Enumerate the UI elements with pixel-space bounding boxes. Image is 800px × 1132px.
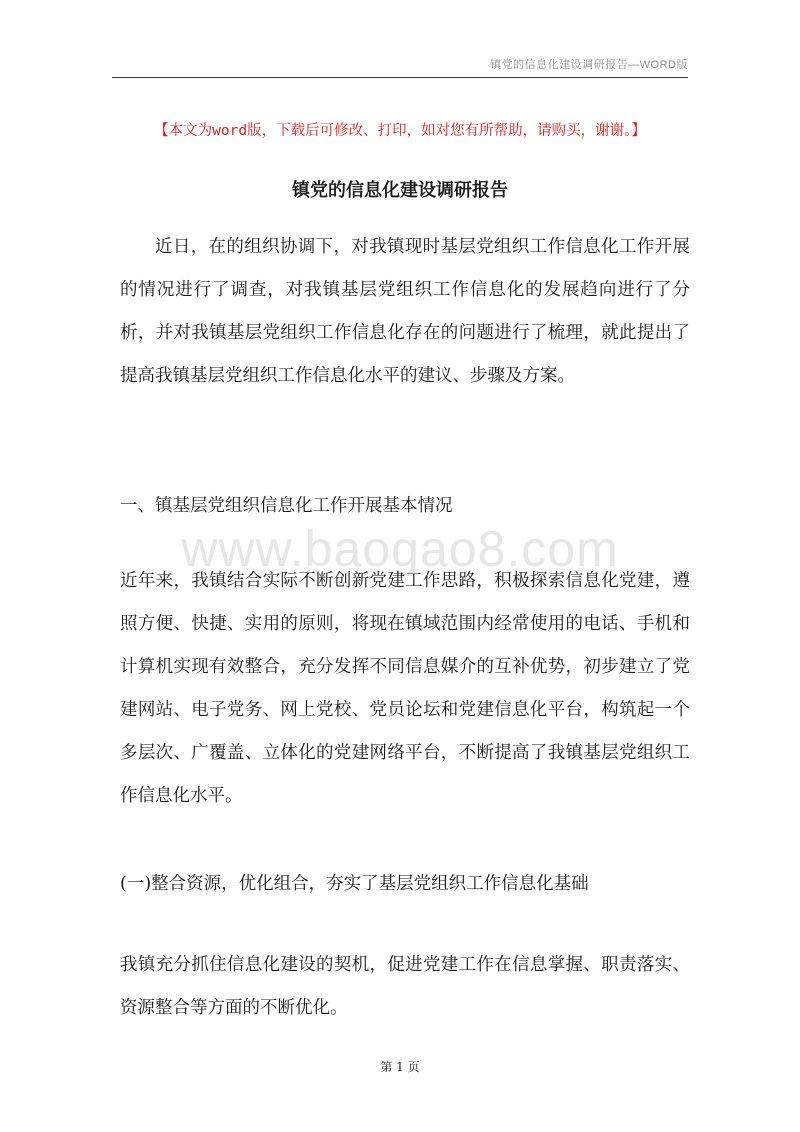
intro-paragraph: 近日，在的组织协调下，对我镇现时基层党组织工作信息化工作开展的情况进行了调查，对我镇基层党组织工作信息化的发展趋向进行了分析，并对我镇基层党组织工作信息化存在的问题进行了梳理，就此提出了提高我镇基层党组织工作信息化水平的建议、步骤及方案。 <box>120 237 690 386</box>
header-title: 镇党的信息化建设调研报告—WORD版 <box>490 59 688 71</box>
section-1-paragraph: 近年来，我镇结合实际不断创新党建工作思路，积极探索信息化党建，遵照方便、快捷、实用的原则，将现在镇域范围内经常使用的电话、手机和计算机实现有效整合，充分发挥不同信息媒介的互补优势，初步建立了党建网站、电子党务、网上党校、党员论坛和党建信息化平台，构筑起一个多层次、广覆盖、立体化的党建网络平台，不断提高了我镇基层党组织工作信息化水平。 <box>120 571 690 806</box>
purchase-notice: 【本文为word版，下载后可修改、打印，如对您有所帮助，请购买，谢谢。】 <box>154 123 646 139</box>
subsection-1-paragraph: 我镇充分抓住信息化建设的契机，促进党建工作在信息掌握、职责落实、资源整合等方面的不断优化。 <box>120 955 690 1018</box>
watermark: www.baogao8.com <box>181 521 619 577</box>
header-divider <box>112 77 688 78</box>
document-title: 镇党的信息化建设调研报告 <box>292 180 508 201</box>
section-1-heading: 一、镇基层党组织信息化工作开展基本情况 <box>120 496 453 516</box>
subsection-1-heading: (一)整合资源，优化组合，夯实了基层党组织工作信息化基础 <box>120 874 589 894</box>
page-number: 第 1 页 <box>380 1060 420 1074</box>
